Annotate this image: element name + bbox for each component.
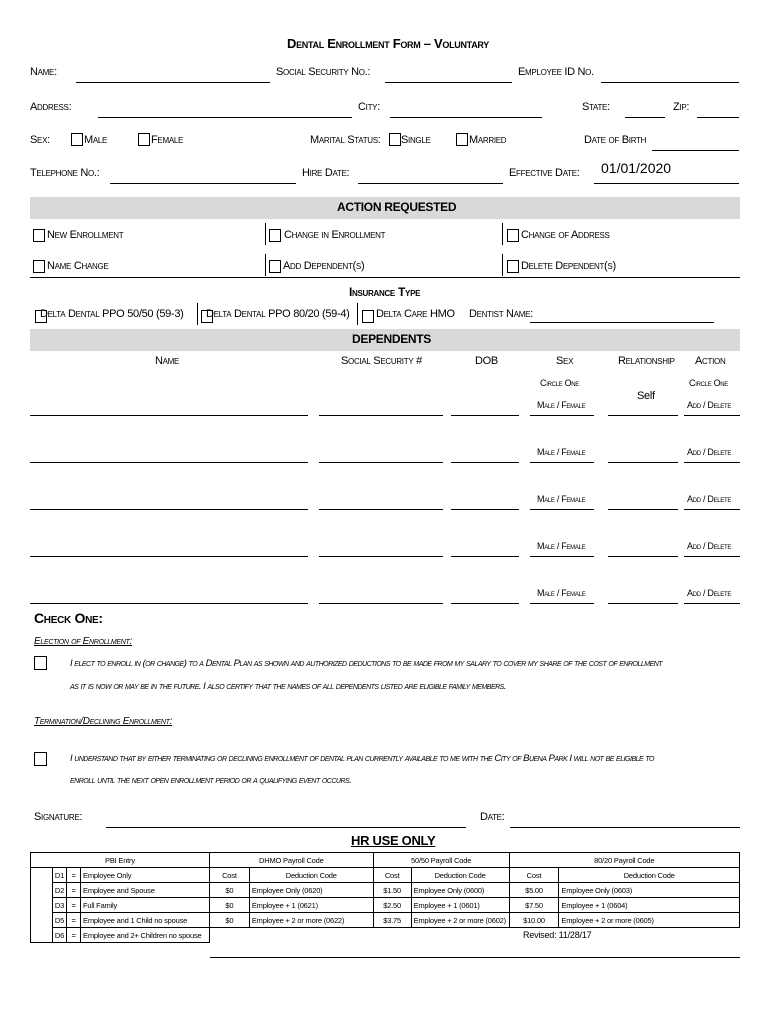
- dhmo-cost-header: Cost: [209, 868, 249, 883]
- dependent-name-field[interactable]: [30, 462, 308, 463]
- termination-checkbox[interactable]: [34, 752, 47, 766]
- female-checkbox[interactable]: [138, 133, 150, 146]
- table-row: D3 = Full Family $0 Employee + 1 (0621) $2.50 Employee + 1 (0601) $7.50 Employee + 1 (0604): [31, 898, 740, 913]
- dependents-col-name: Name: [155, 355, 180, 367]
- action-options[interactable]: Add / Delete: [687, 447, 732, 457]
- signature-date-label: Date:: [480, 811, 505, 823]
- employee-id-field[interactable]: [601, 82, 739, 83]
- action-options[interactable]: Add / Delete: [687, 494, 732, 504]
- dependent-ssn-field[interactable]: [319, 415, 443, 416]
- dependent-dob-field[interactable]: [451, 603, 519, 604]
- ssn-field[interactable]: [385, 82, 512, 83]
- dependent-relationship-field[interactable]: [608, 415, 678, 416]
- termination-text-line1: I understand that by either terminating or declining enrollment of dental plan currently available to me with the City of Buena Park I will not be eligible to: [70, 753, 654, 764]
- dependent-relationship-field[interactable]: [608, 462, 678, 463]
- male-label: Male: [84, 134, 108, 146]
- employee-id-label: Employee ID No.: [518, 66, 594, 78]
- ppo5050-label: Delta Dental PPO 50/50 (59-3): [40, 308, 184, 320]
- action-options[interactable]: Add / Delete: [687, 400, 732, 410]
- new-enrollment-label: New Enrollment: [47, 229, 124, 241]
- revised-date: Revised: 11/28/17: [209, 928, 739, 943]
- ppo5050-header: 50/50 Payroll Code: [373, 853, 509, 868]
- deltacare-hmo-checkbox[interactable]: [362, 310, 374, 323]
- table-row: D2 = Employee and Spouse $0 Employee Only (0620) $1.50 Employee Only (0600) $5.00 Employee Only (0603): [31, 883, 740, 898]
- dependents-col-relationship: Relationship: [618, 355, 675, 367]
- zip-field[interactable]: [697, 117, 739, 118]
- election-title: Election of Enrollment:: [34, 636, 133, 647]
- dob-field[interactable]: [652, 150, 739, 151]
- signature-label: Signature:: [34, 811, 83, 823]
- dependents-col-sex: Sex: [556, 355, 574, 367]
- insurance-type-header: Insurance Type: [349, 285, 421, 299]
- table-row: D1 = Employee Only Cost Deduction Code Cost Deduction Code Cost Deduction Code: [31, 868, 740, 883]
- change-address-checkbox[interactable]: [507, 229, 519, 242]
- dependent-name-field[interactable]: [30, 415, 308, 416]
- dependent-ssn-field[interactable]: [319, 556, 443, 557]
- name-change-checkbox[interactable]: [33, 260, 45, 273]
- married-checkbox[interactable]: [456, 133, 468, 146]
- deltacare-hmo-label: Delta Care HMO: [376, 308, 455, 320]
- relationship-self: Self: [637, 390, 655, 402]
- state-label: State:: [582, 101, 610, 113]
- termination-title: Termination/Declining Enrollment:: [34, 716, 173, 727]
- city-label: City:: [358, 101, 380, 113]
- hr-use-title: HR USE ONLY: [351, 833, 436, 848]
- state-field[interactable]: [625, 117, 665, 118]
- name-label: Name:: [30, 66, 57, 78]
- ppo8020-header: 80/20 Payroll Code: [509, 853, 739, 868]
- check-one-header: Check One:: [34, 610, 103, 626]
- action-options[interactable]: Add / Delete: [687, 588, 732, 598]
- sex-options[interactable]: Male / Female: [537, 588, 586, 598]
- dependent-relationship-field[interactable]: [608, 556, 678, 557]
- name-change-label: Name Change: [47, 260, 109, 272]
- telephone-label: Telephone No.:: [30, 167, 100, 179]
- female-label: Female: [151, 134, 184, 146]
- sex-options[interactable]: Male / Female: [537, 541, 586, 551]
- dhmo-header: DHMO Payroll Code: [209, 853, 373, 868]
- election-text-line1: I elect to enroll in (or change) to a Dental Plan as shown and authorized deductions to be made from my salary to cover my share of the cost of enrollment: [70, 658, 663, 669]
- dependent-dob-field[interactable]: [451, 415, 519, 416]
- add-dependent-label: Add Dependent(s): [283, 260, 365, 272]
- dependents-col-action: Action: [695, 355, 726, 367]
- sex-options[interactable]: Male / Female: [537, 494, 586, 504]
- sex-options[interactable]: Male / Female: [537, 447, 586, 457]
- pbi-description: Employee Only: [81, 868, 210, 883]
- delete-dependent-checkbox[interactable]: [507, 260, 519, 273]
- dependents-col-dob: DOB: [475, 355, 498, 367]
- effective-date-value[interactable]: 01/01/2020: [601, 160, 672, 176]
- married-label: Married: [469, 134, 507, 146]
- dentist-name-field[interactable]: [530, 322, 714, 323]
- single-label: Single: [401, 134, 431, 146]
- action-circle-one: Circle One: [689, 378, 729, 388]
- ssn-label: Social Security No.:: [276, 66, 371, 78]
- pbi-code: D1: [52, 868, 66, 883]
- dependent-ssn-field[interactable]: [319, 603, 443, 604]
- delete-dependent-label: Delete Dependent(s): [521, 260, 616, 272]
- election-text-line2: as it is now or may be in the future. I also certify that the names of all dependents listed are eligible family members.: [70, 681, 506, 692]
- ppo8020-cost-header: Cost: [509, 868, 559, 883]
- dependent-ssn-field[interactable]: [319, 462, 443, 463]
- add-dependent-checkbox[interactable]: [269, 260, 281, 273]
- change-enrollment-checkbox[interactable]: [269, 229, 281, 242]
- zip-label: Zip:: [673, 101, 690, 113]
- signature-field[interactable]: [106, 827, 466, 828]
- change-address-label: Change of Address: [521, 229, 610, 241]
- sex-label: Sex:: [30, 134, 50, 146]
- dependent-ssn-field[interactable]: [319, 509, 443, 510]
- signature-date-field[interactable]: [510, 827, 740, 828]
- ppo8020-label: Delta Dental PPO 80/20 (59-4): [206, 308, 350, 320]
- dependent-relationship-field[interactable]: [608, 603, 678, 604]
- sex-circle-one: Circle One: [540, 378, 580, 388]
- dhmo-deduction-header: Deduction Code: [249, 868, 373, 883]
- change-enrollment-label: Change in Enrollment: [284, 229, 386, 241]
- hire-date-field[interactable]: [358, 183, 503, 184]
- termination-text-line2: enroll until the next open enrollment period or a qualifying event occurs.: [70, 775, 352, 786]
- pbi-entry-header: PBI Entry: [31, 853, 210, 868]
- name-field[interactable]: [76, 82, 270, 83]
- telephone-field[interactable]: [110, 183, 296, 184]
- action-options[interactable]: Add / Delete: [687, 541, 732, 551]
- dependents-header: DEPENDENTS: [352, 332, 432, 346]
- marital-status-label: Marital Status:: [310, 134, 381, 146]
- ppo5050-deduction-header: Deduction Code: [411, 868, 509, 883]
- dependent-name-field[interactable]: [30, 556, 308, 557]
- dependents-col-ssn: Social Security #: [341, 355, 422, 367]
- form-title: Dental Enrollment Form – Voluntary: [287, 36, 489, 51]
- male-checkbox[interactable]: [71, 133, 83, 146]
- sex-options[interactable]: Male / Female: [537, 400, 586, 410]
- effective-date-field: [594, 183, 739, 184]
- dependent-name-field[interactable]: [30, 603, 308, 604]
- election-checkbox[interactable]: [34, 656, 47, 670]
- single-checkbox[interactable]: [389, 133, 401, 146]
- dependent-relationship-field[interactable]: [608, 509, 678, 510]
- dependent-dob-field[interactable]: [451, 462, 519, 463]
- dependent-dob-field[interactable]: [451, 556, 519, 557]
- ppo8020-deduction-header: Deduction Code: [559, 868, 740, 883]
- dob-label: Date of Birth: [584, 134, 647, 146]
- dentist-name-label: Dentist Name:: [469, 308, 533, 320]
- table-row: D6 = Employee and 2+ Children no spouse Revised: 11/28/17: [31, 928, 740, 943]
- hire-date-label: Hire Date:: [302, 167, 350, 179]
- new-enrollment-checkbox[interactable]: [33, 229, 45, 242]
- hr-header-row: [31, 853, 740, 868]
- table-row: D5 = Employee and 1 Child no spouse $0 Employee + 2 or more (0622) $3.75 Employee + 2 or more (0602) $10.00 Employee + 2 or more (0605): [31, 913, 740, 928]
- dependent-dob-field[interactable]: [451, 509, 519, 510]
- effective-date-label: Effective Date:: [509, 167, 580, 179]
- address-field[interactable]: [98, 117, 352, 118]
- city-field[interactable]: [390, 117, 542, 118]
- ppo5050-cost-header: Cost: [373, 868, 411, 883]
- dependent-name-field[interactable]: [30, 509, 308, 510]
- action-requested-header: ACTION REQUESTED: [337, 200, 457, 214]
- hr-use-table: [30, 852, 740, 943]
- address-label: Address:: [30, 101, 72, 113]
